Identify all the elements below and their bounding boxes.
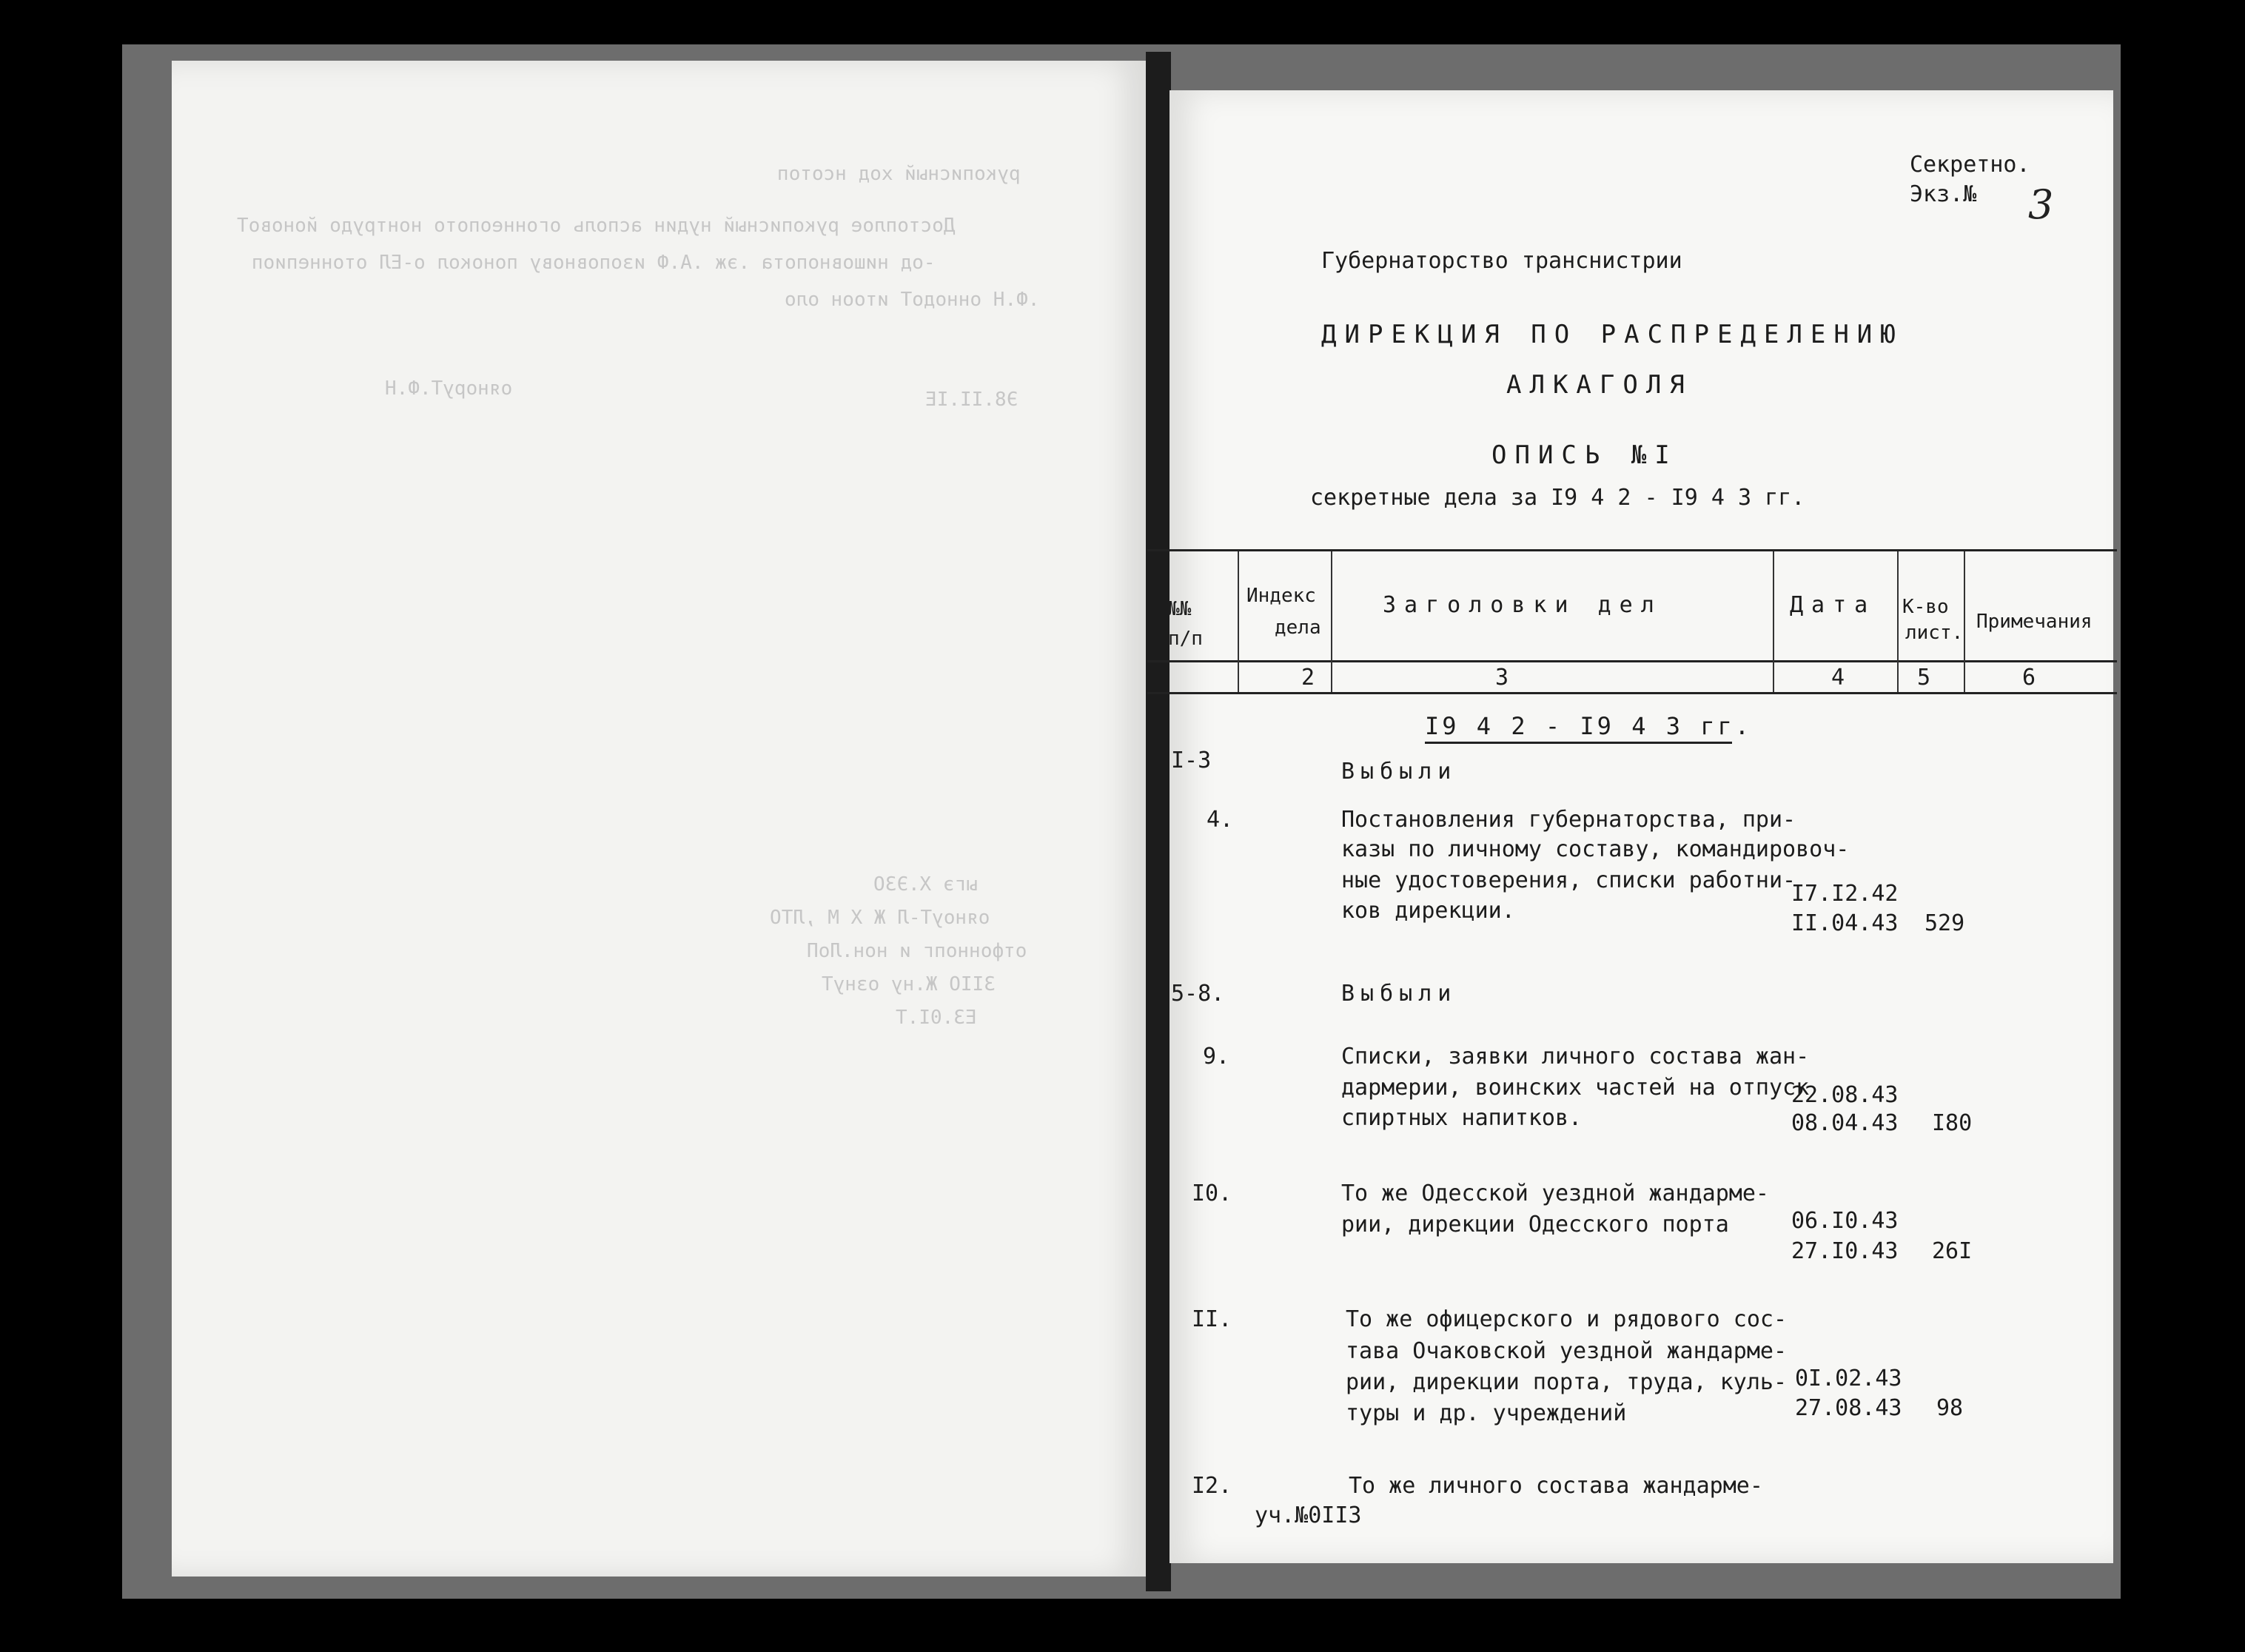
col-number-4: 4 — [1831, 665, 1845, 691]
row-num: I0. — [1192, 1181, 1232, 1206]
col-number-2: 2 — [1301, 665, 1315, 691]
row-num: 4. — [1207, 807, 1234, 833]
inventory-title: ОПИСЬ №I — [1491, 440, 1678, 470]
directorate-title: ДИРЕКЦИЯ ПО РАСПРЕДЕЛЕНИЮ — [1321, 320, 1904, 349]
col-divider-1 — [1238, 551, 1239, 692]
row-title-line: То же Одесской уездной жандарме- — [1341, 1181, 1769, 1206]
book-spine — [1146, 52, 1171, 1591]
section-title-underline — [1425, 742, 1732, 744]
row-num: I-3 — [1171, 748, 1212, 773]
col-header-notes: Примечания — [1976, 611, 2093, 633]
col-header-index-bottom: дела — [1275, 617, 1321, 639]
col-header-titles: Заголовки дел — [1383, 592, 1662, 618]
bleed-line-4: .Ф.Н оннодоТ итоон оло — [785, 289, 1040, 311]
bleed-line-2: Достоплое рукописный нудин асполь огоннеопото нонтрудо йоновоТ — [237, 215, 956, 237]
col-number-5: 5 — [1917, 665, 1931, 691]
row-date-from: 06.I0.43 — [1791, 1208, 1899, 1234]
bleed-stamp-4: ЗIIО Ж.ну ознуТ — [822, 973, 996, 995]
secret-label: Секретно. — [1910, 152, 2030, 178]
bleed-line-1: рукописный ход нсотоп — [777, 163, 1021, 185]
row-title-line: Выбыли — [1341, 759, 1457, 785]
col-header-num-top: №№ — [1168, 598, 1192, 620]
row-sheets: 98 — [1936, 1395, 1964, 1421]
section-title: I9 4 2 - I9 4 3 гг. — [1425, 712, 1753, 740]
table-top-rule — [1147, 549, 2117, 551]
col-header-num-bottom: п/п — [1168, 628, 1203, 650]
copy-label: Экз.№ — [1910, 181, 1977, 207]
row-title-line: ные удостоверения, списки работни- — [1341, 867, 1796, 893]
bleed-stamp-5: ЕЗ.0I.Т — [896, 1007, 977, 1029]
row-date-to: II.04.43 — [1791, 910, 1899, 936]
row-date-to: 27.08.43 — [1795, 1395, 1902, 1421]
bleed-stamp-3: отфоннопг и нон.ЛоП — [807, 940, 1027, 962]
row-sheets: I80 — [1932, 1110, 1973, 1136]
row-title-line: То же офицерского и рядового сос- — [1346, 1306, 1788, 1332]
row-num: 9. — [1203, 1044, 1230, 1070]
row-title-line: тава Очаковской уездной жандарме- — [1346, 1338, 1788, 1364]
row-num: 5-8. — [1171, 981, 1225, 1007]
governorate-title: Губернаторство транснистрии — [1321, 248, 1682, 274]
col-number-6: 6 — [2022, 665, 2036, 691]
footer-code: уч.№0II3 — [1255, 1502, 1362, 1528]
row-title-line: То же личного состава жандарме- — [1349, 1473, 1763, 1499]
row-title-line: рии, дирекции Одесского порта — [1341, 1212, 1729, 1238]
bleed-date: Э8.II.IЕ — [925, 389, 1019, 411]
row-sheets: 26I — [1932, 1238, 1973, 1264]
col-number-1: I — [1152, 665, 1166, 691]
sheet-number: 3 — [2028, 181, 2054, 228]
col-divider-4 — [1897, 551, 1899, 692]
row-date-to: 08.04.43 — [1791, 1110, 1899, 1136]
row-date-to: 27.I0.43 — [1791, 1238, 1899, 1264]
secret-files-subtitle: секретные дела за I9 4 2 - I9 4 3 гг. — [1310, 485, 1805, 511]
row-title-line: Списки, заявки личного состава жан- — [1341, 1044, 1810, 1070]
row-title-line: спиртных напитков. — [1341, 1105, 1583, 1131]
row-title-line: туры и др. учреждений — [1346, 1400, 1627, 1426]
col-number-3: 3 — [1495, 665, 1509, 691]
col-divider-5 — [1964, 551, 1965, 692]
row-date-from: 0I.02.43 — [1795, 1366, 1902, 1391]
col-header-index-top: Индекс — [1246, 585, 1316, 607]
row-title-line: рии, дирекции порта, труда, куль- — [1346, 1369, 1788, 1395]
alcohol-title: АЛКАГОЛЯ — [1506, 370, 1693, 400]
bleed-stamp-2: ояноуТ-Л Ж Х М ,ЛТО — [770, 907, 990, 929]
row-sheets: 529 — [1924, 910, 1965, 936]
col-header-date: Дата — [1790, 592, 1876, 618]
col-divider-3 — [1773, 551, 1774, 692]
row-num: I2. — [1192, 1473, 1232, 1499]
table-header-rule — [1147, 660, 2117, 662]
row-title-line: казы по личному составу, командировоч- — [1341, 836, 1850, 862]
table-colnum-rule — [1147, 692, 2117, 694]
row-title-line: ков дирекции. — [1341, 898, 1515, 924]
row-title-line: Выбыли — [1341, 981, 1457, 1007]
bleed-line-3: -од нишовнопота .эж .А.Ф изоповнову понокол о-ЕЛ отоннепиоп — [252, 252, 936, 274]
row-date-from: I7.I2.42 — [1791, 881, 1899, 907]
bleed-signature: ояноруТ.Ф.Н — [385, 377, 513, 400]
row-num: II. — [1192, 1306, 1232, 1332]
col-divider-2 — [1331, 551, 1332, 692]
col-header-sheets-top: К-во — [1902, 596, 1949, 618]
row-title-line: Постановления губернаторства, при- — [1341, 807, 1796, 833]
row-date-from: 22.08.43 — [1791, 1082, 1899, 1108]
bleed-stamp-1: ыгэ X.ЭЗО — [873, 873, 978, 896]
col-header-sheets-bottom: лист. — [1905, 622, 1964, 644]
row-title-line: дармерии, воинских частей на отпуск — [1341, 1075, 1810, 1101]
